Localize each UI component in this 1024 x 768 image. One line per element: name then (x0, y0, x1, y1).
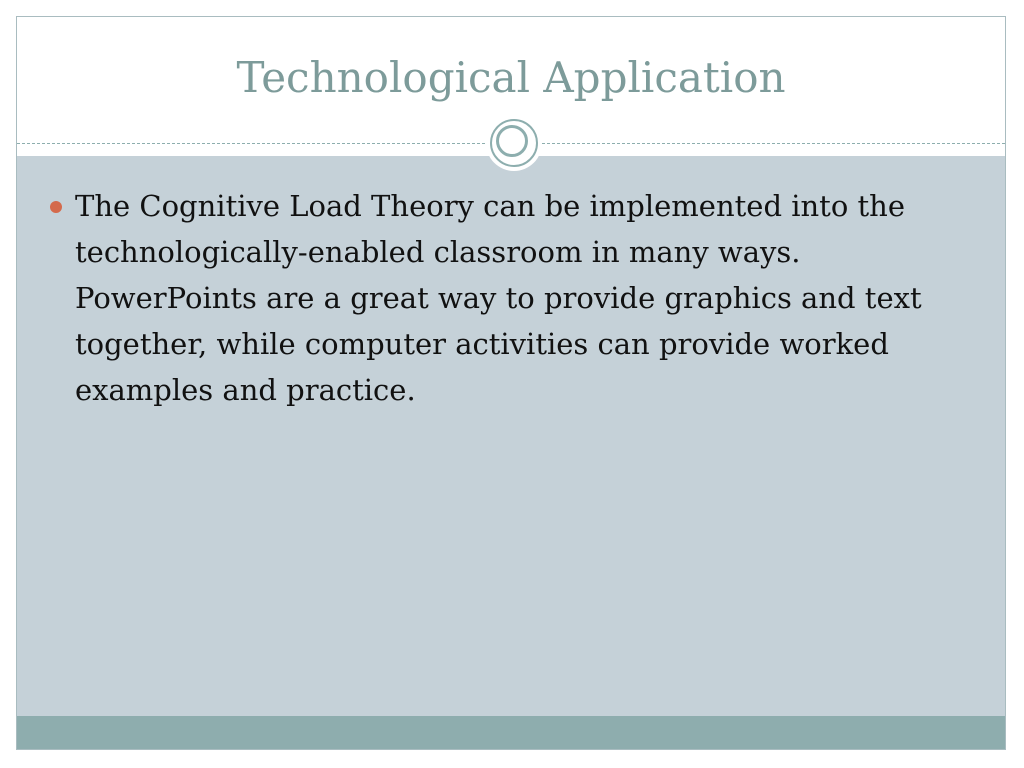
bullet-icon (50, 201, 62, 213)
list-item (47, 183, 977, 413)
ornament-inner-ring (496, 125, 528, 157)
slide (16, 16, 1006, 750)
footer-band (17, 716, 1005, 750)
double-ring-circle-icon (486, 115, 542, 171)
bullet-text: The Cognitive Load Theory can be implemented into the technologically-enabled classroom in many ways. PowerPoints are a great way to provide graphics and text together, while computer activities can provide worked examples and practice. (75, 189, 922, 407)
slide-title: Technological Application (236, 53, 786, 102)
bullet-list (47, 183, 977, 413)
